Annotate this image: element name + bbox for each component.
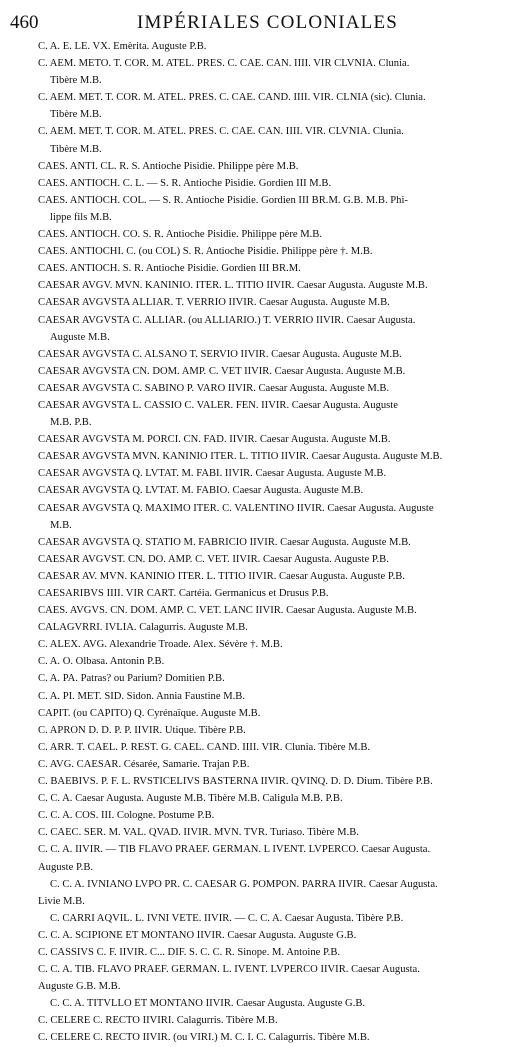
catalogue-line: C. C. A. IVNIANO LVPO PR. C. CAESAR G. POMPON. PARRA IIVIR. Caesar Augusta. — [50, 878, 438, 890]
catalogue-line: Tibère M.B. — [50, 143, 102, 155]
catalogue-line: M.B. — [50, 519, 72, 531]
catalogue-line: CAESARIBVS IIII. VIR CART. Cartéia. Germanicus et Drusus P.B. — [38, 588, 329, 599]
catalogue-line: CAESAR AVGVSTA Q. STATIO M. FABRICIO IIVIR. Caesar Augusta. Auguste M.B. — [38, 536, 411, 548]
catalogue-line: CAES. AVGVS. CN. DOM. AMP. C. VET. LANC IIVIR. Caesar Augusta. Auguste M.B. — [38, 605, 417, 617]
catalogue-line: C. C. A. SCIPIONE ET MONTANO IIVIR. Caesar Augusta. Auguste G.B. — [38, 929, 357, 941]
catalogue-line: CAESAR AVGVSTA ALLIAR. T. VERRIO IIVIR. Caesar Augusta. Auguste M.B. — [38, 297, 390, 309]
catalogue-line: Tibère M.B. — [50, 109, 102, 121]
catalogue-line: CAESAR AVGVSTA Q. LVTAT. M. FABI. IIVIR. Caesar Augusta. Auguste M.B. — [38, 468, 387, 480]
catalogue-line: C. C. A. Caesar Augusta. Auguste M.B. Tibère M.B. Caligula M.B. P.B. — [38, 793, 343, 805]
catalogue-line: C. A. E. LE. VX. Emèrita. Auguste P.B. — [38, 41, 207, 52]
catalogue-line: C. C. A. IIVIR. — TIB FLAVO PRAEF. GERMAN. L IVENT. LVPERCO. Caesar Augusta. — [38, 844, 431, 856]
catalogue-line: C. C. A. TIB. FLAVO PRAEF. GERMAN. L. IVENT. LVPERCO IIVIR. Caesar Augusta. — [38, 964, 420, 976]
catalogue-line: CAESAR AVGV. MVN. KANINIO. ITER. L. TITIO IIVIR. Caesar Augusta. Auguste M.B. — [38, 280, 428, 292]
catalogue-line: CAESAR AVGVSTA Q. LVTAT. M. FABIO. Caesar Augusta. Auguste M.B. — [38, 485, 364, 497]
catalogue-line: C. AVG. CAESAR. Césarée, Samarie. Trajan P.B. — [38, 758, 250, 770]
page-number: 460 — [10, 12, 39, 33]
catalogue-line: CAES. ANTIOCH. COL. — S. R. Antioche Pisidie. Gordien III BR.M. G.B. M.B. Phi- — [38, 194, 408, 206]
catalogue-line: CAES. ANTIOCH. S. R. Antioche Pisidie. Gordien III BR.M. — [38, 263, 301, 275]
catalogue-line: CAESAR AVGVSTA MVN. KANINIO ITER. L. TITIO IIVIR. Caesar Augusta. Auguste M.B. — [38, 451, 443, 463]
catalogue-line: CAESAR AVGVSTA C. ALLIAR. (ou ALLIARIO.) T. VERRIO IIVIR. Caesar Augusta. — [38, 314, 416, 326]
catalogue-line: C. A. O. Olbasa. Antonin P.B. — [38, 656, 165, 668]
catalogue-line: C. C. A. COS. III. Cologne. Postume P.B. — [38, 810, 215, 822]
catalogue-line: C. CELERE C. RECTO IIVIRI. Calagurris. Tibère M.B. — [38, 1015, 278, 1027]
catalogue-line: CAPIT. (ou CAPITO) Q. Cyrénaïque. Auguste M.B. — [38, 707, 261, 719]
entry-list — [38, 38, 518, 1047]
catalogue-line: CAES. ANTIOCH. CO. S. R. Antioche Pisidie. Philippe père M.B. — [38, 229, 322, 241]
catalogue-line: C. A. PI. MET. SID. Sidon. Annia Faustine M.B. — [38, 690, 245, 702]
page-header — [10, 8, 525, 38]
catalogue-line: C. CAEC. SER. M. VAL. QVAD. IIVIR. MVN. TVR. Turiaso. Tibère M.B. — [38, 827, 359, 839]
catalogue-line: CAES. ANTIOCHI. C. (ou COL) S. R. Antioche Pisidie. Philippe père †. M.B. — [38, 246, 373, 258]
catalogue-line: CAESAR AVGVST. CN. DO. AMP. C. VET. IIVIR. Caesar Augusta. Auguste P.B. — [38, 553, 389, 565]
catalogue-line: C. CARRI AQVIL. L. IVNI VETE. IIVIR. — C. C. A. Caesar Augusta. Tibère P.B. — [50, 912, 404, 924]
catalogue-line: C. AEM. MET. T. COR. M. ATEL. PRES. C. CAE. CAN. IIII. VIR. CLVNIA. Clunia. — [38, 126, 404, 138]
catalogue-line: C. CELERE C. RECTO IIVIR. (ou VIRI.) M. C. I. C. Calagurris. Tibère M.B. — [38, 1032, 370, 1044]
catalogue-line: CAESAR AVGVSTA CN. DOM. AMP. C. VET IIVIR. Caesar Augusta. Auguste M.B. — [38, 365, 406, 377]
catalogue-line: Auguste P.B. — [38, 861, 94, 873]
catalogue-line: Auguste M.B. — [50, 331, 110, 343]
catalogue-line: CALAGVRRI. IVLIA. Calagurris. Auguste M.B. — [38, 622, 248, 634]
catalogue-line: C. AEM. MET. T. COR. M. ATEL. PRES. C. CAE. CAND. IIII. VIR. CLNIA (sic). Clunia. — [38, 92, 426, 104]
catalogue-line: Auguste G.B. M.B. — [38, 981, 121, 993]
catalogue-line: C. ALEX. AVG. Alexandrie Troade. Alex. Sévère †. M.B. — [38, 639, 283, 651]
catalogue-line: Tibère M.B. — [50, 75, 102, 87]
catalogue-line: C. ARR. T. CAEL. P. REST. G. CAEL. CAND. IIII. VIR. Clunia. Tibère M.B. — [38, 741, 371, 753]
catalogue-line: C. C. A. TITVLLO ET MONTANO IIVIR. Caesar Augusta. Auguste G.B. — [50, 998, 366, 1010]
catalogue-line: lippe fils M.B. — [50, 211, 112, 223]
catalogue-line: M.B. P.B. — [50, 417, 92, 429]
catalogue-line: CAESAR AVGVSTA Q. MAXIMO ITER. C. VALENTINO IIVIR. Caesar Augusta. Auguste — [38, 502, 434, 514]
catalogue-line: CAES. ANTI. CL. R. S. Antioche Pisidie. Philippe père M.B. — [38, 160, 299, 172]
catalogue-line: C. CASSIVS C. F. IIVIR. C... DIF. S. C. C. R. Sinope. M. Antoine P.B. — [38, 946, 341, 958]
catalogue-line: CAESAR AVGVSTA M. PORCI. CN. FAD. IIVIR. Caesar Augusta. Auguste M.B. — [38, 434, 391, 446]
catalogue-line: CAES. ANTIOCH. C. L. — S. R. Antioche Pisidie. Gordien III M.B. — [38, 177, 332, 189]
catalogue-line: CAESAR AV. MVN. KANINIO ITER. L. TITIO IIVIR. Caesar Augusta. Auguste P.B. — [38, 570, 405, 582]
catalogue-line: C. A. PA. Patras? ou Parium? Domitien P.B. — [38, 673, 225, 685]
catalogue-line: C. BAEBIVS. P. F. L. RVSTICELIVS BASTERNA IIVIR. QVINQ. D. D. Dium. Tibère P.B. — [38, 776, 433, 788]
catalogue-line: Livie M.B. — [38, 895, 85, 907]
catalogue-line: CAESAR AVGVSTA C. SABINO P. VARO IIVIR. Caesar Augusta. Auguste M.B. — [38, 382, 390, 394]
catalogue-line: C. AEM. METO. T. COR. M. ATEL. PRES. C. CAE. CAN. IIII. VIR CLVNIA. Clunia. — [38, 58, 410, 70]
running-title: IMPÉRIALES COLONIALES — [136, 12, 399, 33]
catalogue-line: CAESAR AVGVSTA C. ALSANO T. SERVIO IIVIR. Caesar Augusta. Auguste M.B. — [38, 348, 402, 360]
catalogue-line: CAESAR AVGVSTA L. CASSIO C. VALER. FEN. IIVIR. Caesar Augusta. Auguste — [38, 399, 398, 411]
catalogue-line: C. APRON D. D. P. P. IIVIR. Utique. Tibère P.B. — [38, 724, 246, 736]
